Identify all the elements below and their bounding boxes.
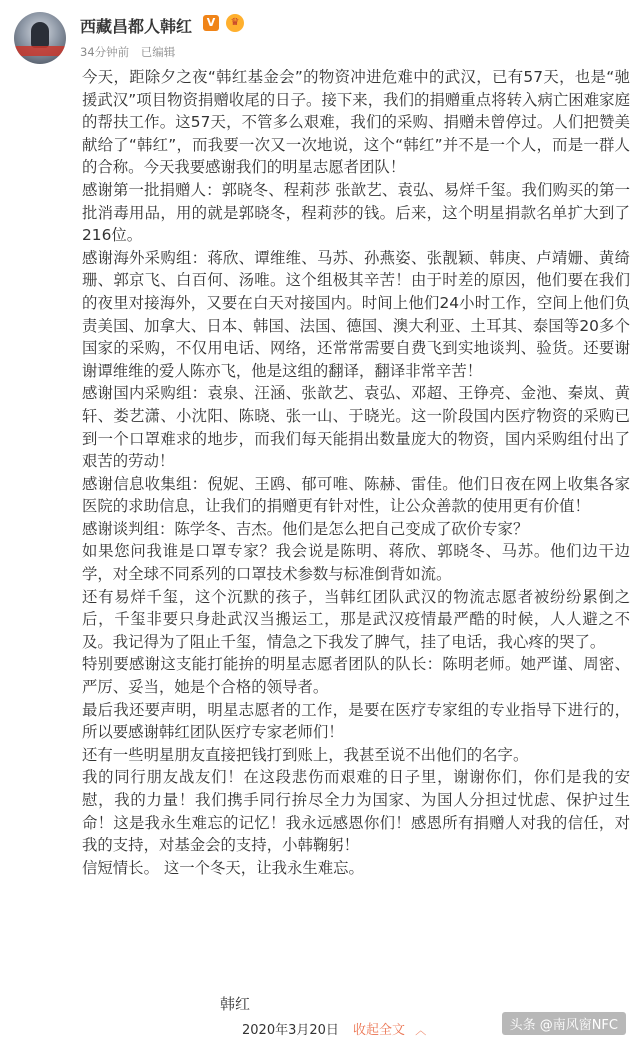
- post-paragraph: 感谢国内采购组：袁泉、汪涵、张歆艺、袁弘、邓超、王铮亮、金池、秦岚、黄轩、娄艺潇、小沈阳、陈晓、张一山、于晓光。这一阶段国内医疗物资的采购已到一个口罩难求的地步，而我们每天能捐出数量庞大的物资，国内采购组付出了艰苦的劳动！: [82, 384, 630, 471]
- post-signature: 韩红: [220, 995, 251, 1013]
- avatar-stripe: [14, 46, 66, 56]
- post-paragraph: 今天，距除夕之夜“韩红基金会”的物资冲进危难中的武汉，已有57天，也是“驰援武汉”项目物资捐赠收尾的日子。接下来，我们的捐赠重点将转入病亡困难家庭的帮扶工作。这57天，不管多么艰难，我们的采购、捐赠未曾停过。人们把赞美献给了“韩红”，而我要一次又一次地说，这个“韩红”并不是一个人，而是一群人的合称。今天我要感谢我们的明星志愿者团队！: [82, 68, 630, 177]
- post-paragraph: 还有易烊千玺，这个沉默的孩子，当韩红团队武汉的物流志愿者被纷纷累倒之后，千玺非要只身赴武汉当搬运工，那是武汉疫情最严酷的时候，人人避之不及。我记得为了阻止千玺，情急之下我发了脾气，挂了电话，我心疼的哭了。: [82, 587, 630, 651]
- avatar[interactable]: [14, 12, 66, 64]
- post-paragraph: 感谢信息收集组：倪妮、王鸥、郁可唯、陈赫、雷佳。他们日夜在网上收集各家医院的求助信息，让我们的捐赠更有针对性，让公众善款的使用更有价值！: [82, 474, 630, 516]
- post-paragraph: 感谢海外采购组：蒋欣、谭维维、马苏、孙燕姿、张靓颖、韩庚、卢靖姗、黄绮珊、郭京飞、白百何、汤唯。这个组极其辛苦！由于时差的原因，他们要在我们的夜里对接海外，又要在白天对接国内。时间上他们24小时工作，空间上他们负责美国、加拿大、日本、韩国、法国、德国、澳大利亚、土耳其、泰国等20多个国家的采购，不仅用电话、网络，还常常需要自费飞到实地谈判、验货。还要谢谢谭维维的爱人陈亦飞，他是这组的翻译，翻译非常辛苦！: [82, 248, 630, 380]
- post-paragraph: 还有一些明星朋友直接把钱打到账上，我甚至说不出他们的名字。: [82, 745, 529, 764]
- post-header: [14, 8, 626, 64]
- avatar-figure: [31, 22, 49, 48]
- watermark: 头条 @南风窗NFC: [502, 1012, 626, 1035]
- post-paragraph: 最后我还要声明，明星志愿者的工作，是要在医疗专家组的专业指导下进行的，所以要感谢韩红团队医疗专家老师们！: [82, 700, 630, 742]
- post-footer: [242, 1019, 426, 1038]
- post-paragraph: 感谢第一批捐赠人：郭晓冬、程莉莎 张歆艺、袁弘、易烊千玺。我们购买的第一批消毒用品，用的就是郭晓冬，程莉莎的钱。后来，这个明星捐款名单扩大到了216位。: [82, 180, 630, 245]
- post-paragraph: 信短情长。 这一个冬天，让我永生难忘。: [82, 858, 364, 877]
- post-paragraph: 如果您问我谁是口罩专家？我会说是陈明、蒋欣、郭晓冬、马苏。他们边干边学，对全球不同系列的口罩技术参数与标准倒背如流。: [82, 542, 630, 584]
- chevron-up-icon[interactable]: ︿: [415, 1024, 427, 1037]
- post-paragraph: 我的同行朋友战友们！在这段悲伤而艰难的日子里，谢谢你们，你们是我的安慰，我的力量！我们携手同行拚尽全力为国家、为国人分担过忧虑、保护过生命！这是我永生难忘的记忆！我永远感恩你们！感恩所有捐赠人对我的信任，对我的支持，对基金会的支持，小韩鞠躬！: [82, 768, 630, 855]
- post-time: 34分钟前: [80, 45, 130, 59]
- post-paragraph: 特别要感谢这支能打能拚的明星志愿者团队的队长：陈明老师。她严谨、周密、严厉、妥当，她是个合格的领导者。: [82, 655, 630, 697]
- post-paragraph: 感谢谈判组：陈学冬、吉杰。他们是怎么把自己变成了砍价专家？: [82, 519, 529, 538]
- username[interactable]: 西藏昌都人韩红: [80, 17, 193, 36]
- post-meta: [80, 44, 183, 60]
- edited-label[interactable]: 已编辑: [140, 45, 176, 59]
- post-date: 2020年3月20日: [242, 1023, 339, 1038]
- collapse-button[interactable]: 收起全文: [353, 1023, 406, 1038]
- post-body: [82, 66, 630, 879]
- crown-icon: ♛: [226, 14, 244, 32]
- verified-badge-icon: V: [203, 15, 219, 31]
